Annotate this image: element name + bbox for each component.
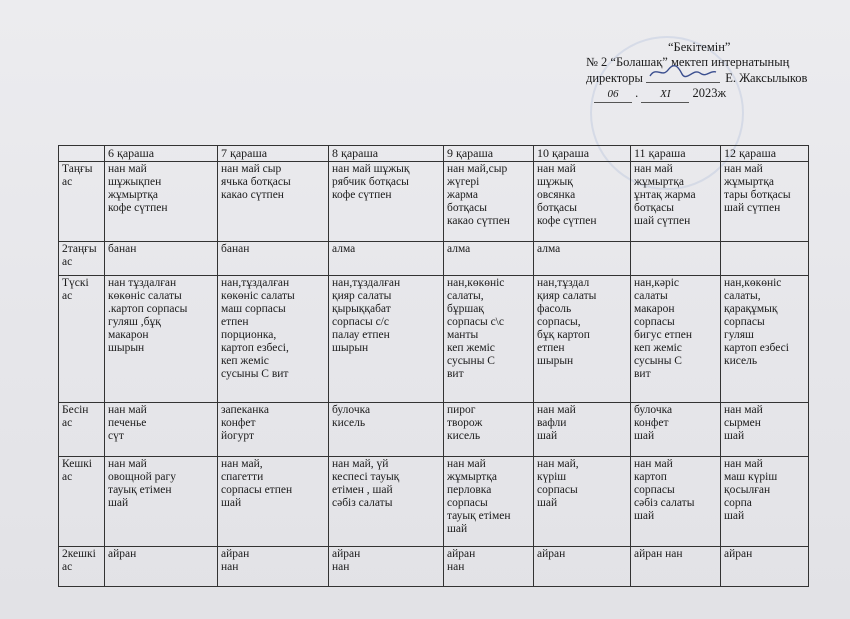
menu-cell [721,242,809,276]
menu-cell: нан май овощной рагу тауық етімен шай [105,456,218,546]
menu-cell: нан май маш күріш қосылған сорпа шай [721,456,809,546]
meal-label: Түскі ас [59,276,105,402]
menu-cell: булочка конфет шай [631,402,721,456]
menu-cell: нан май жұмыртқа ұнтақ жарма ботқасы шай сүтпен [631,162,721,242]
meal-label: Таңғы ас [59,162,105,242]
meal-label: 2таңғы ас [59,242,105,276]
meal-label: Кешкі ас [59,456,105,546]
menu-cell [631,242,721,276]
menu-cell: нан май вафли шай [534,402,631,456]
menu-cell: нан,көкөніс салаты, қарақұмық сорпасы гуляш картоп езбесі кисель [721,276,809,402]
menu-cell: нан май жұмыртқа перловка сорпасы тауық етімен шай [444,456,534,546]
menu-cell: нан май сырмен шай [721,402,809,456]
menu-cell: нан май жұмыртқа тары ботқасы шай сүтпен [721,162,809,242]
header-cell [59,146,105,162]
table-row [59,242,809,276]
menu-cell: булочка кисель [329,402,444,456]
menu-cell: запеканка конфет йогурт [218,402,329,456]
approval-director-line [586,70,836,86]
menu-cell: айран нан [631,546,721,586]
menu-cell: пирог творож кисель [444,402,534,456]
table-row [59,546,809,586]
meal-label: Бесін ас [59,402,105,456]
menu-cell: айран [534,546,631,586]
approval-date-year: 2023ж [692,86,727,100]
approval-date-day: 06 [594,87,632,103]
table-header-row [59,146,809,162]
weekly-menu-table [58,145,809,587]
menu-cell: алма [444,242,534,276]
approval-director-name: Е. Жаксылыков [725,71,808,85]
approval-title: “Бекітемін” [668,40,731,54]
menu-cell: нан,тұздал қияр салаты фасоль сорпасы, бұқ картоп етпен шырын [534,276,631,402]
menu-cell: банан [218,242,329,276]
approval-block [586,40,836,103]
menu-cell: алма [329,242,444,276]
header-cell: 8 қараша [329,146,444,162]
header-cell: 9 қараша [444,146,534,162]
menu-cell: айран нан [444,546,534,586]
menu-cell: айран [105,546,218,586]
menu-cell: банан [105,242,218,276]
menu-cell: нан тұздалған көкөніс салаты .картоп сорпасы гуляш ,бұқ макарон шырын [105,276,218,402]
header-cell: 12 қараша [721,146,809,162]
menu-cell: айран нан [218,546,329,586]
approval-school-line: № 2 “Болашақ” мектеп интернатының [586,55,790,69]
menu-cell: нан,көкөніс салаты, бұршақ сорпасы с\с манты кеп жеміс сусыны С вит [444,276,534,402]
menu-cell: нан,тұздалған көкөніс салаты маш сорпасы етпен порционка, картоп езбесі, кеп жеміс сусыны С вит [218,276,329,402]
table-row [59,276,809,402]
menu-cell: нан май сыр ячька ботқасы какао сүтпен [218,162,329,242]
header-cell: 11 қараша [631,146,721,162]
approval-date: 06 . XI 2023ж [586,86,836,103]
menu-cell: нан май шұжық рябчик ботқасы кофе сүтпен [329,162,444,242]
approval-director-label: директоры [586,71,643,85]
menu-cell: айран [721,546,809,586]
menu-cell: нан май, күріш сорпасы шай [534,456,631,546]
menu-cell: нан,кәріс салаты макарон сорпасы бигус етпен кеп жеміс сусыны С вит [631,276,721,402]
meal-label: 2кешкі ас [59,546,105,586]
menu-cell: нан май шұжық овсянка ботқасы кофе сүтпен [534,162,631,242]
menu-cell: нан май картоп сорпасы сәбіз салаты шай [631,456,721,546]
menu-cell: нан,тұздалған қияр салаты қырыққабат сорпасы с/с палау етпен шырын [329,276,444,402]
header-cell: 7 қараша [218,146,329,162]
menu-cell: нан май,сыр жүгері жарма ботқасы какао сүтпен [444,162,534,242]
table-row [59,162,809,242]
menu-cell: нан май, спагетти сорпасы етпен шай [218,456,329,546]
header-cell: 6 қараша [105,146,218,162]
table-row [59,456,809,546]
menu-cell: алма [534,242,631,276]
table-row [59,402,809,456]
menu-cell: айран нан [329,546,444,586]
menu-cell: нан май печенье сүт [105,402,218,456]
signature-icon [646,70,720,83]
menu-cell: нан май, үй кеспесі тауық етімен , шай сәбіз салаты [329,456,444,546]
approval-date-month: XI [641,87,689,103]
menu-cell: нан май шұжықпен жұмыртқа кофе сүтпен [105,162,218,242]
header-cell: 10 қараша [534,146,631,162]
